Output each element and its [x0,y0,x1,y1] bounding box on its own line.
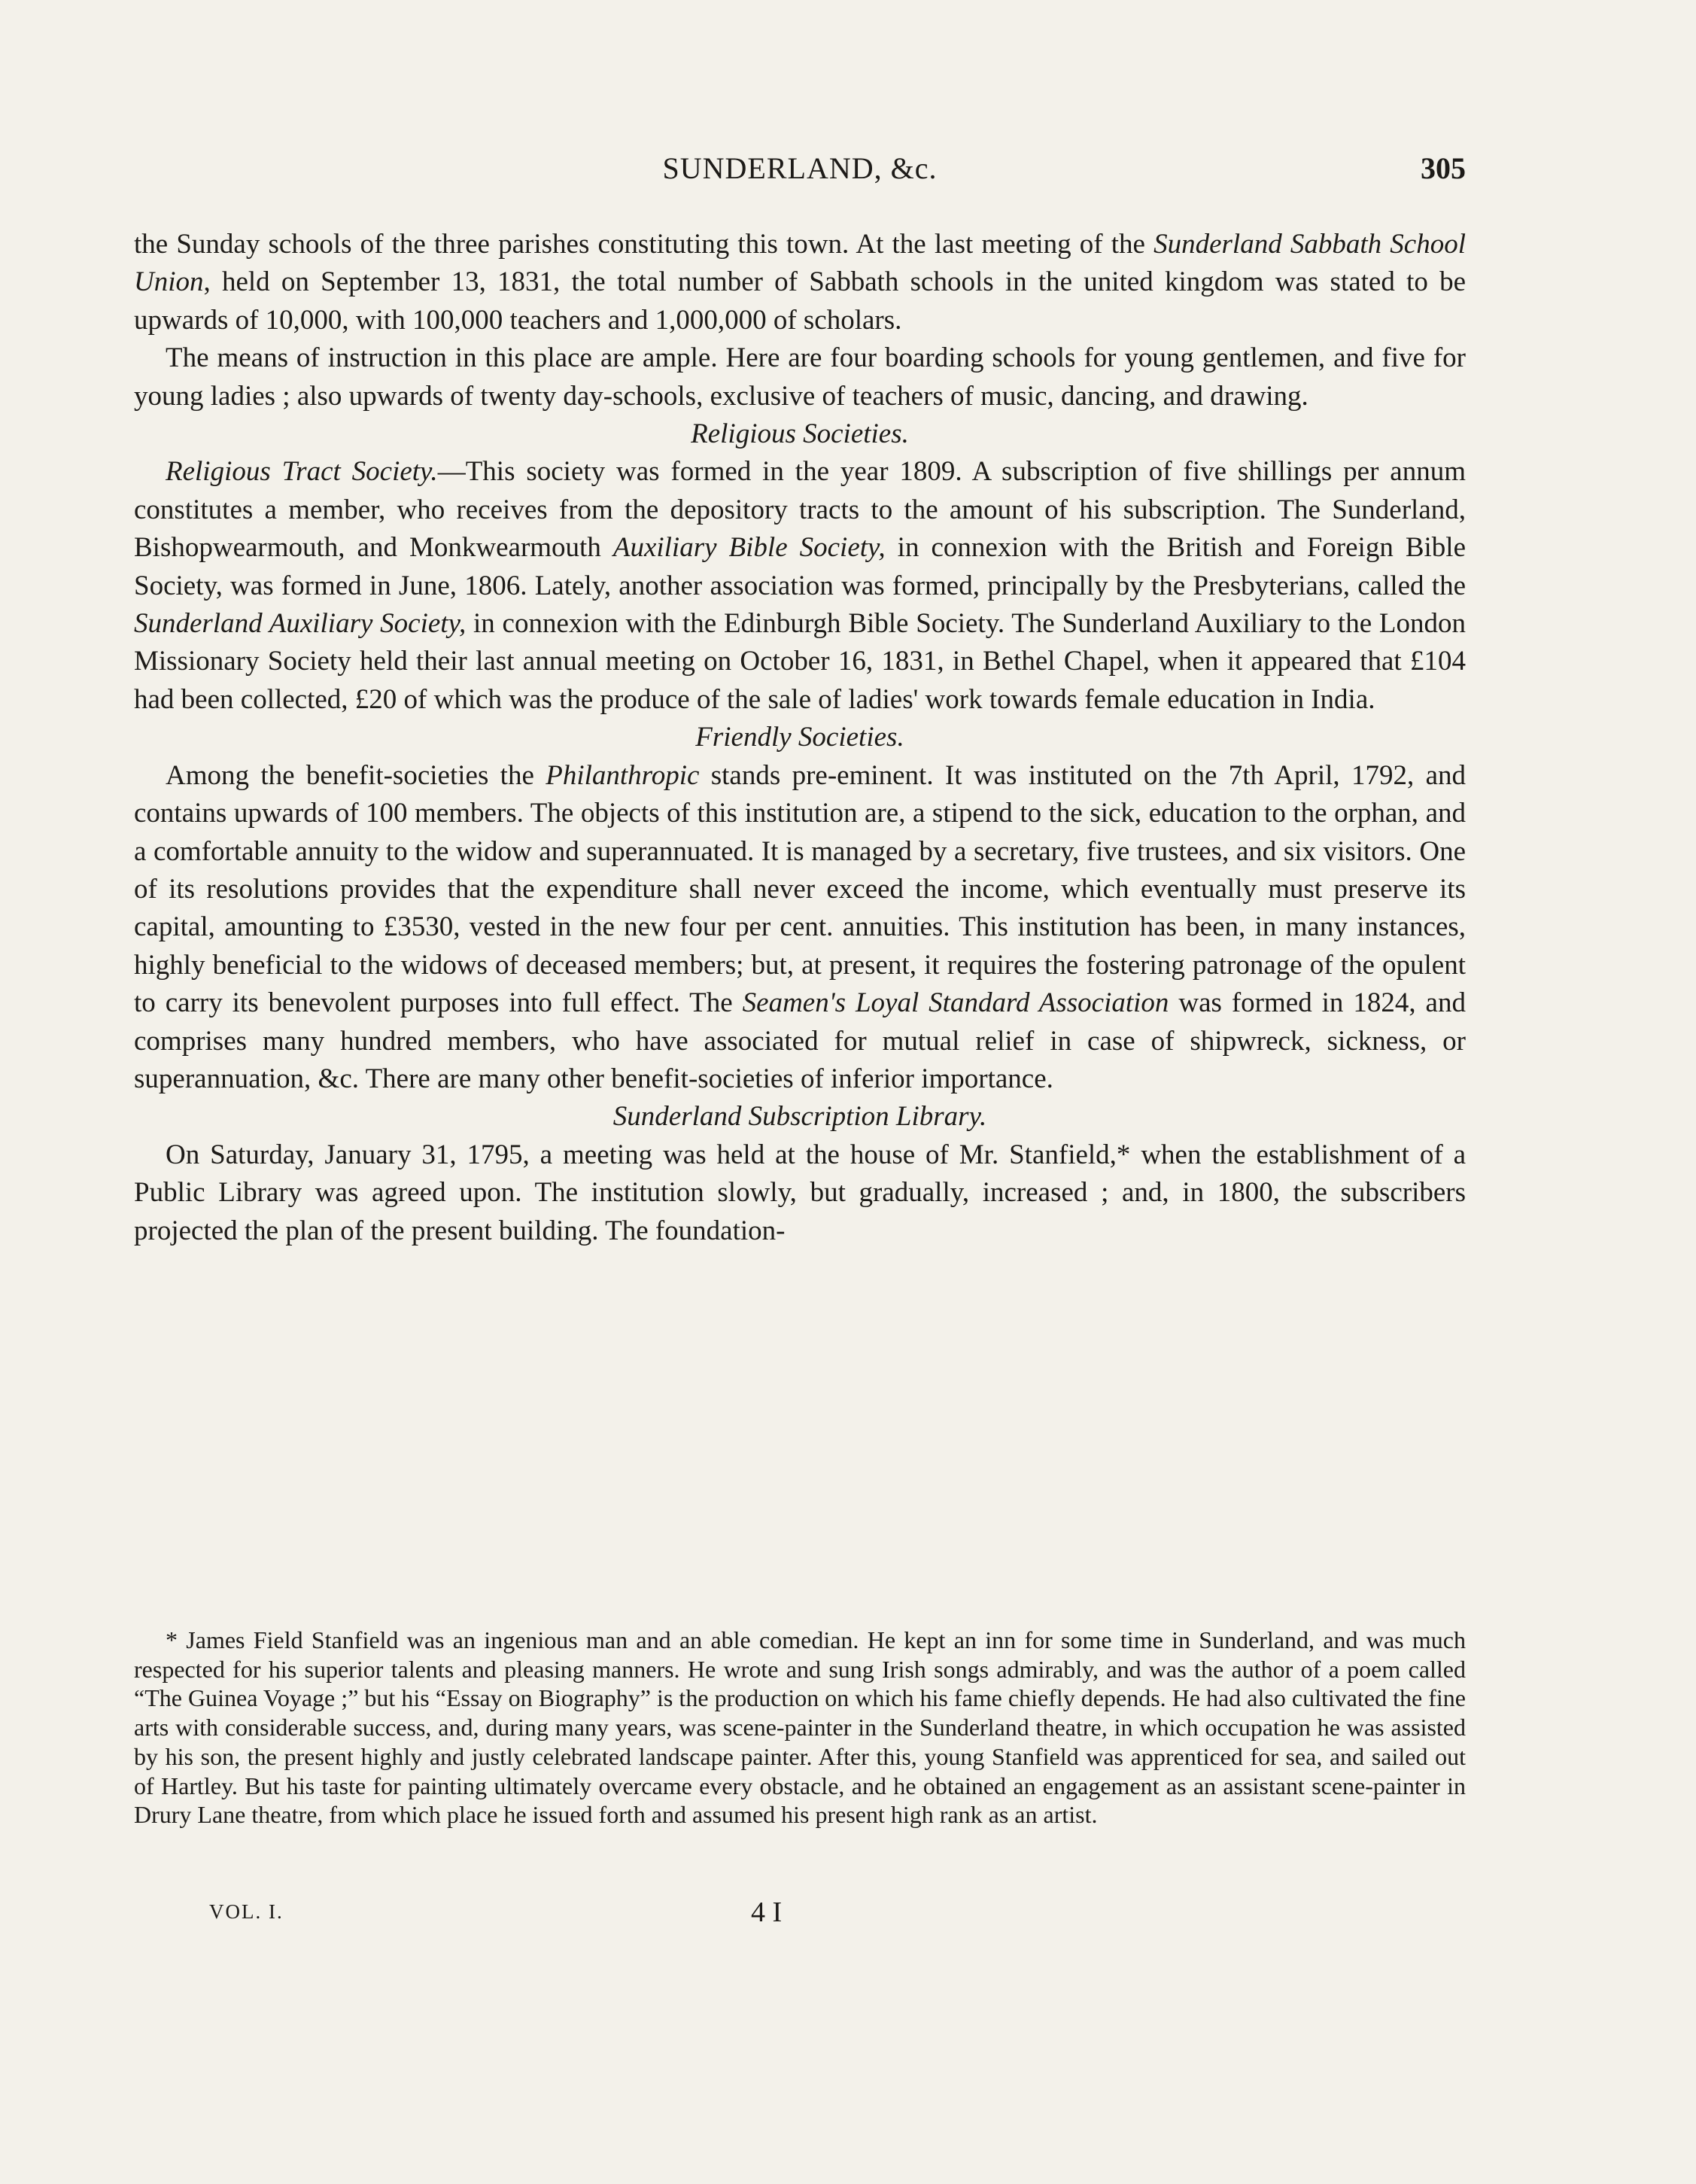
philanthropic-name: Philanthropic [546,759,700,791]
body-text [134,226,1466,1250]
heading-subscription-library: Sunderland Subscription Library. [612,1101,987,1133]
sunderland-auxiliary-society-name: Sunderland Auxiliary Society, [134,608,467,640]
running-title: SUNDERLAND, &c. [662,151,938,185]
page-number: 305 [1421,151,1466,185]
seamens-association-name: Seamen's Loyal Standard Association [742,987,1169,1019]
page-footer [134,1897,1466,1938]
paragraph-religious-societies: Religious Tract Society.—This society was formed in the year 1809. A subscription of five shillings per annum constitutes a member, who receives from the depository tracts to the amount of his subscription. The Sunderland, Bishopwearmouth, and Monkwearmouth Auxiliary Bible Society, in connexion with the British and Foreign Bible Society, was formed in June, 1806. Lately, another association was formed, principally by the Presbyterians, called the Sunderland Auxiliary Society, in connexion with the Edinburgh Bible Society. The Sunderland Auxiliary to the London Missionary Society held their last annual meeting on October 16, 1831, in Bethel Chapel, when it appeared that £104 had been collected, £20 of which was the produce of the sale of ladies' work towards female education in India. [134,456,1467,715]
footnote-stanfield: * James Field Stanfield was an ingenious man and an able comedian. He kept an inn for some time in Sunderland, and was much respected for his superior talents and pleasing manners. He wrote and sung Irish songs admirably, and was the author of a poem called “The Guinea Voyage ;” but his “Essay on Biography” is the production on which his fame chiefly depends. He had also cultivated the fine arts with considerable success, and, during many years, was scene-painter in the Sunderland theatre, in which occupation he was assisted by his son, the present highly and justly celebrated landscape painter. After this, young Stanfield was apprenticed for sea, and sailed out of Hartley. But his taste for painting ultimately overcame every obstacle, and he obtained an engagement as an assistant scene-painter in Drury Lane theatre, from which place he issued forth and assumed his present high rank as an artist. [134,1626,1466,1829]
paragraph-friendly-societies: Among the benefit-societies the Philanthropic stands pre-eminent. It was instituted on the 7th April, 1792, and contains upwards of 100 members. The objects of this institution are, a stipend to the sick, education to the orphan, and a comfortable annuity to the widow and superannuated. It is managed by a secretary, five trustees, and six visitors. One of its resolutions provides that the expenditure shall never exceed the income, which eventually must preserve its capital, amounting to £3530, vested in the new four per cent. annuities. This institution has been, in many instances, highly beneficial to the widows of deceased members; but, at present, it requires the fostering patronage of the opulent to carry its benevolent purposes into full effect. The Seamen's Loyal Standard Association was formed in 1824, and comprises many hundred members, who have associated for mutual relief in case of shipwreck, sickness, or superannuation, &c. There are many other benefit-societies of inferior importance. [134,759,1467,1094]
heading-friendly-societies: Friendly Societies. [695,722,904,753]
sabbath-school-union-name: Sunderland Sabbath School Union [134,229,1466,298]
tract-society-name: Religious Tract Society. [166,456,438,488]
page-header [134,151,1466,196]
heading-religious-societies: Religious Societies. [691,418,909,450]
paragraph-subscription-library: On Saturday, January 31, 1795, a meeting was held at the house of Mr. Stanfield,* when the establishment of a Public Library was agreed upon. The institution slowly, but gradually, increased ; and, in 1800, the subscribers projected the plan of the present building. The foundation- [134,1139,1466,1246]
paragraph-instruction: The means of instruction in this place are ample. Here are four boarding schools for young gentlemen, and five for young ladies ; also upwards of twenty day-schools, exclusive of teachers of music, dancing, and drawing. [134,342,1466,412]
signature-mark: 4 I [751,1897,783,1928]
auxiliary-bible-society-name: Auxiliary Bible Society, [612,532,886,564]
footnote [134,1626,1466,1830]
paragraph-sunday-schools: the Sunday schools of the three parishes constituting this town. At the last meeting of the Sunderland Sabbath School Union, held on September 13, 1831, the total number of Sabbath schools in the united kingdom was stated to be upwards of 10,000, with 100,000 teachers and 1,000,000 of scholars. [134,229,1466,336]
volume-mark: VOL. I. [209,1900,284,1923]
